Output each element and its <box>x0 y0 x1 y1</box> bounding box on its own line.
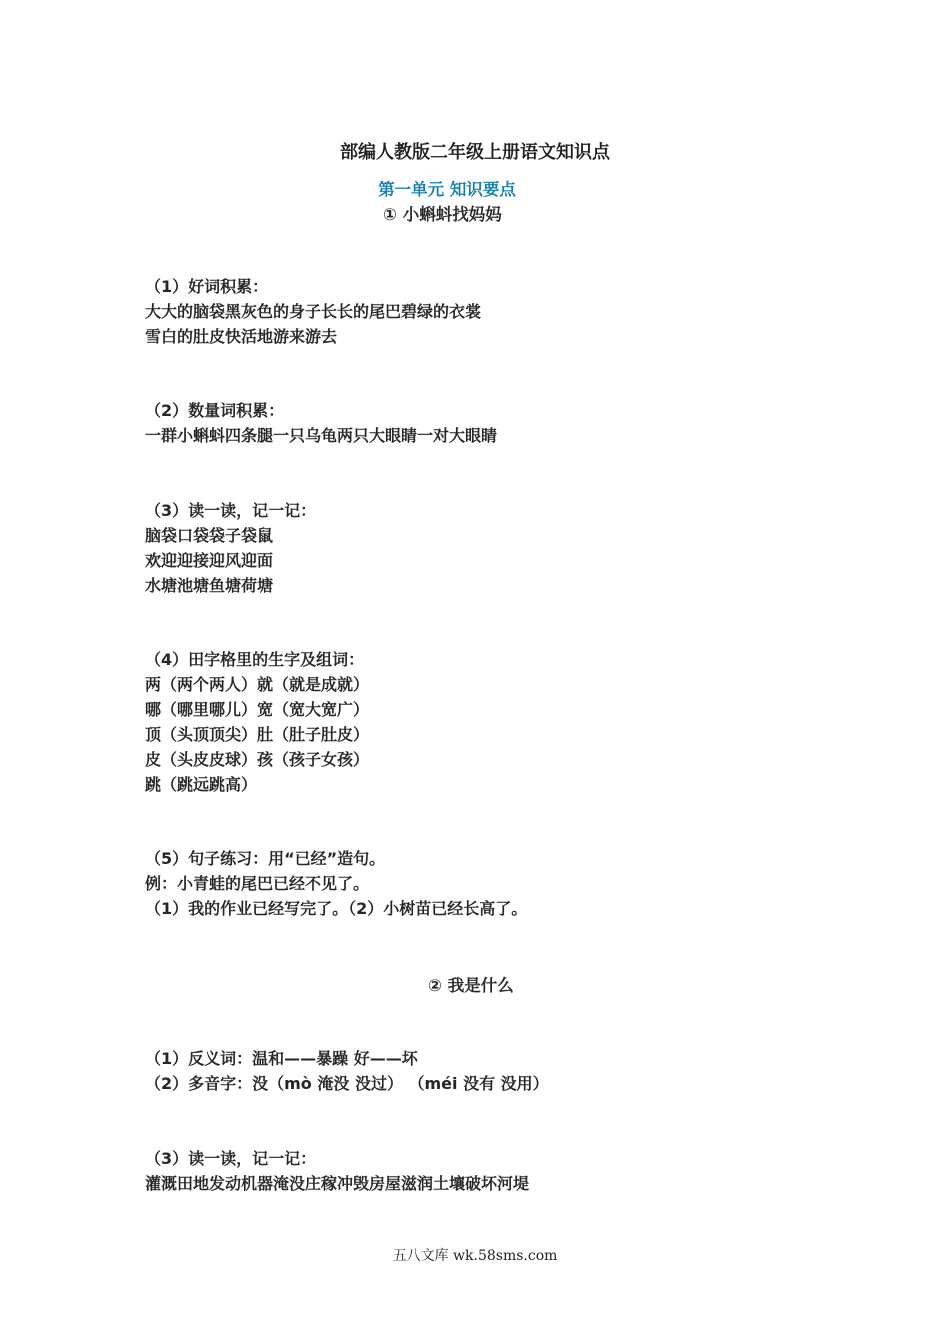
text-line: 脑袋口袋袋子袋鼠 <box>145 526 274 545</box>
text-line: 两（两个两人）就（就是成就） <box>145 675 370 694</box>
section-sentence-practice <box>145 846 905 921</box>
text-line: 哪（哪里哪儿）宽（宽大宽广） <box>145 700 370 719</box>
text-line: 例：小青蛙的尾巴已经不见了。 <box>145 874 370 893</box>
section-heading: （2）数量词积累： <box>145 401 285 420</box>
text-line: 水塘池塘鱼塘荷塘 <box>145 576 274 595</box>
text-line: （1）我的作业已经写完了。（2）小树苗已经长高了。 <box>145 899 528 918</box>
section-new-characters <box>145 647 905 797</box>
section-read-and-remember-2 <box>145 1146 905 1196</box>
text-line: （1）反义词：温和——暴躁 好——坏 <box>145 1049 418 1068</box>
text-line: 灌溉田地发动机器淹没庄稼冲毁房屋滋润土壤破坏河堤 <box>145 1174 530 1193</box>
text-line: 雪白的肚皮快活地游来游去 <box>145 327 338 346</box>
section-heading: （5）句子练习：用“已经”造句。 <box>145 849 386 868</box>
section-antonyms-polyphones <box>145 1046 905 1096</box>
text-line: 皮（头皮皮球）孩（孩子女孩） <box>145 750 370 769</box>
lesson-2-heading: ② 我是什么 <box>428 976 514 995</box>
section-heading: （1）好词积累： <box>145 277 269 296</box>
section-good-words <box>145 274 905 349</box>
text-line: 顶（头顶顶尖）肚（肚子肚皮） <box>145 725 370 744</box>
lesson-1-heading: ① 小蝌蚪找妈妈 <box>383 205 502 224</box>
section-heading: （4）田字格里的生字及组词： <box>145 650 365 669</box>
section-heading: （3）读一读，记一记： <box>145 1149 317 1168</box>
page-title: 部编人教版二年级上册语文知识点 <box>340 142 610 163</box>
text-line: 跳（跳远跳高） <box>145 775 258 794</box>
section-quantity-words <box>145 398 905 448</box>
footer-watermark: 五八文库 wk.58sms.com <box>392 1248 558 1264</box>
text-line: （2）多音字：没（mò 淹没 没过） （méi 没有 没用） <box>145 1074 549 1093</box>
text-line: 一群小蝌蚪四条腿一只乌龟两只大眼睛一对大眼睛 <box>145 426 498 445</box>
text-line: 欢迎迎接迎风迎面 <box>145 551 274 570</box>
unit-heading: 第一单元 知识要点 <box>378 180 516 199</box>
section-heading: （3）读一读，记一记： <box>145 501 317 520</box>
section-read-and-remember <box>145 498 905 598</box>
text-line: 大大的脑袋黑灰色的身子长长的尾巴碧绿的衣裳 <box>145 302 482 321</box>
